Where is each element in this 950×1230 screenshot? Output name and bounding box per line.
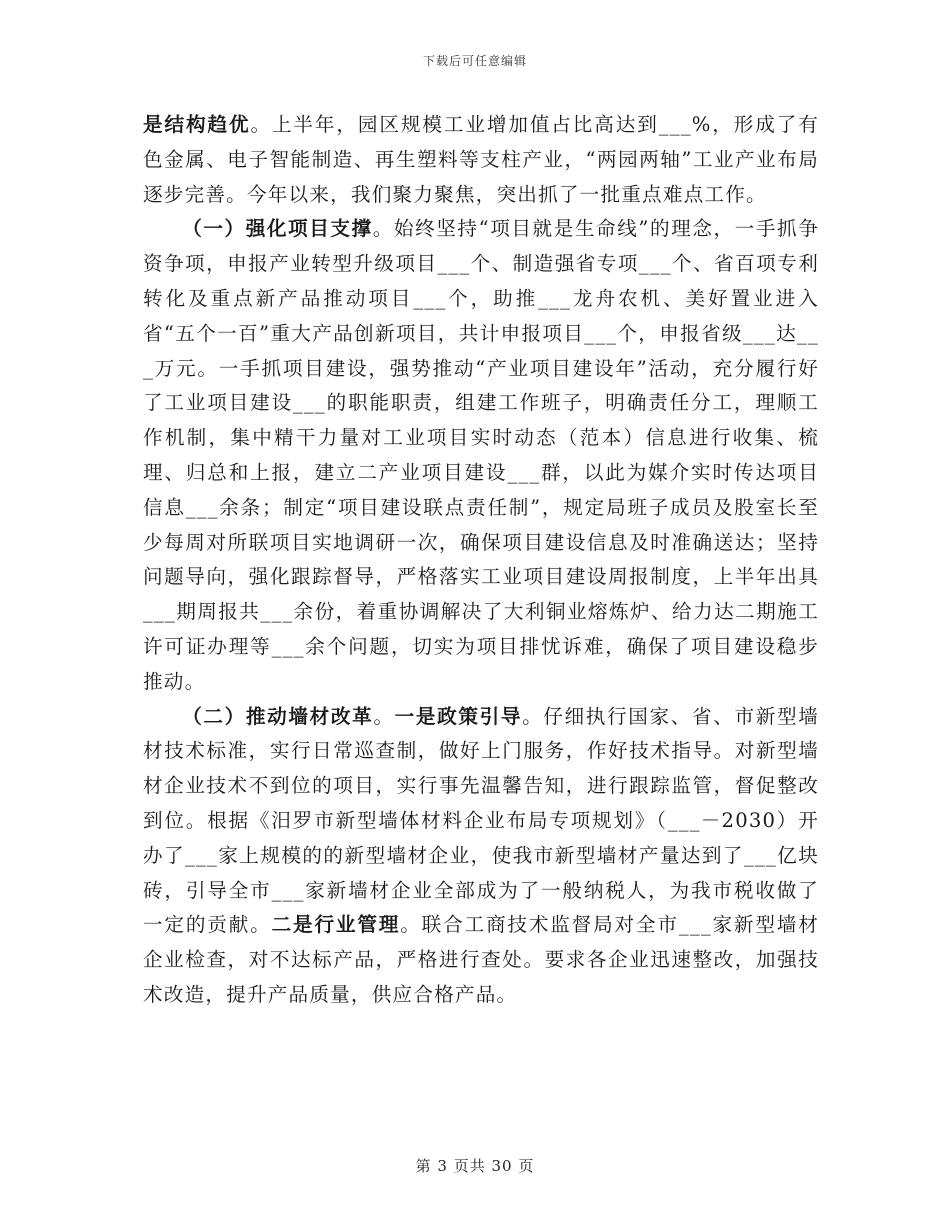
section-heading-2: （二）推动墙材改革 xyxy=(182,704,374,728)
paragraph-text: 。联合工商技术监督局对全市___家新型墙材企业检查，对不达标产品，严格进行查处。要求各企业迅速整改，加强技术改造，提升产品质量，供应合格产品。 xyxy=(143,913,820,1006)
subheading-policy: 一是政策引导 xyxy=(394,704,523,728)
paragraph-text: 。始终坚持“项目就是生命线”的理念，一手抓争资争项，申报产业转型升级项目___个、制造强省专项___个、省百项专利转化及重点新产品推动项目___个，助推___龙舟农机、美好置业进入省“五个一百”重大产品创新项目，共计申报项目___个，申报省级___达___万元。一手抓项目建设，强势推动“产业项目建设年”活动，充分履行好了工业项目建设___的职能职责，组建工作班子，明确责任分工，理顺工作机制，集中精干力量对工业项目实时动态（范本）信息进行收集、梳理、归总和上报，建立二产业项目建设___群，以此为媒介实时传达项目信息___余条；制定“项目建设联点责任制”，规定局班子成员及股室长至少每周对所联项目实地调研一次，确保项目建设信息及时准确送达；坚持问题导向，强化跟踪督导，严格落实工业项目建设周报制度，上半年出具___期周报共___余份，着重协调解决了大利铜业熔炼炉、给力达二期施工许可证办理等___余个问题，切实为项目排忧诉难，确保了项目建设稳步推动。 xyxy=(143,217,819,693)
paragraph-3 xyxy=(143,700,819,1013)
page-header: 下载后可任意编辑 xyxy=(422,54,527,68)
subheading-industry: 二是行业管理 xyxy=(271,913,401,937)
paragraph-1 xyxy=(143,108,819,212)
page-footer: 第 3 页共 30 页 xyxy=(415,1157,535,1175)
paragraph-2 xyxy=(143,212,819,699)
heading-bold: 是结构趋优 xyxy=(143,113,251,136)
paragraph-text: 。仔细执行国家、省、市新型墙材技术标准，实行日常巡查制，做好上门服务，作好技术指导。对新型墙材企业技术不到位的项目，实行事先温馨告知，进行跟踪监管，督促整改到位。根据《汨罗市新型墙体材料企业布局专项规划》（___－2030）开办了___家上规模的的新型墙材企业，使我市新型墙材产量达到了___亿块砖，引导全市___家新墙材企业全部成为了一般纳税人，为我市税收做了一定的贡献。 xyxy=(143,704,819,937)
paragraph-text: 。 xyxy=(373,704,395,728)
document-body xyxy=(143,108,819,1013)
section-heading-1: （一）强化项目支撑 xyxy=(182,217,373,241)
paragraph-text: 。上半年，园区规模工业增加值占比高达到___%，形成了有色金属、电子智能制造、再生塑料等支柱产业，“两园两轴”工业产业布局逐步完善。今年以来，我们聚力聚焦，突出抓了一批重点难点工作。 xyxy=(143,113,820,206)
